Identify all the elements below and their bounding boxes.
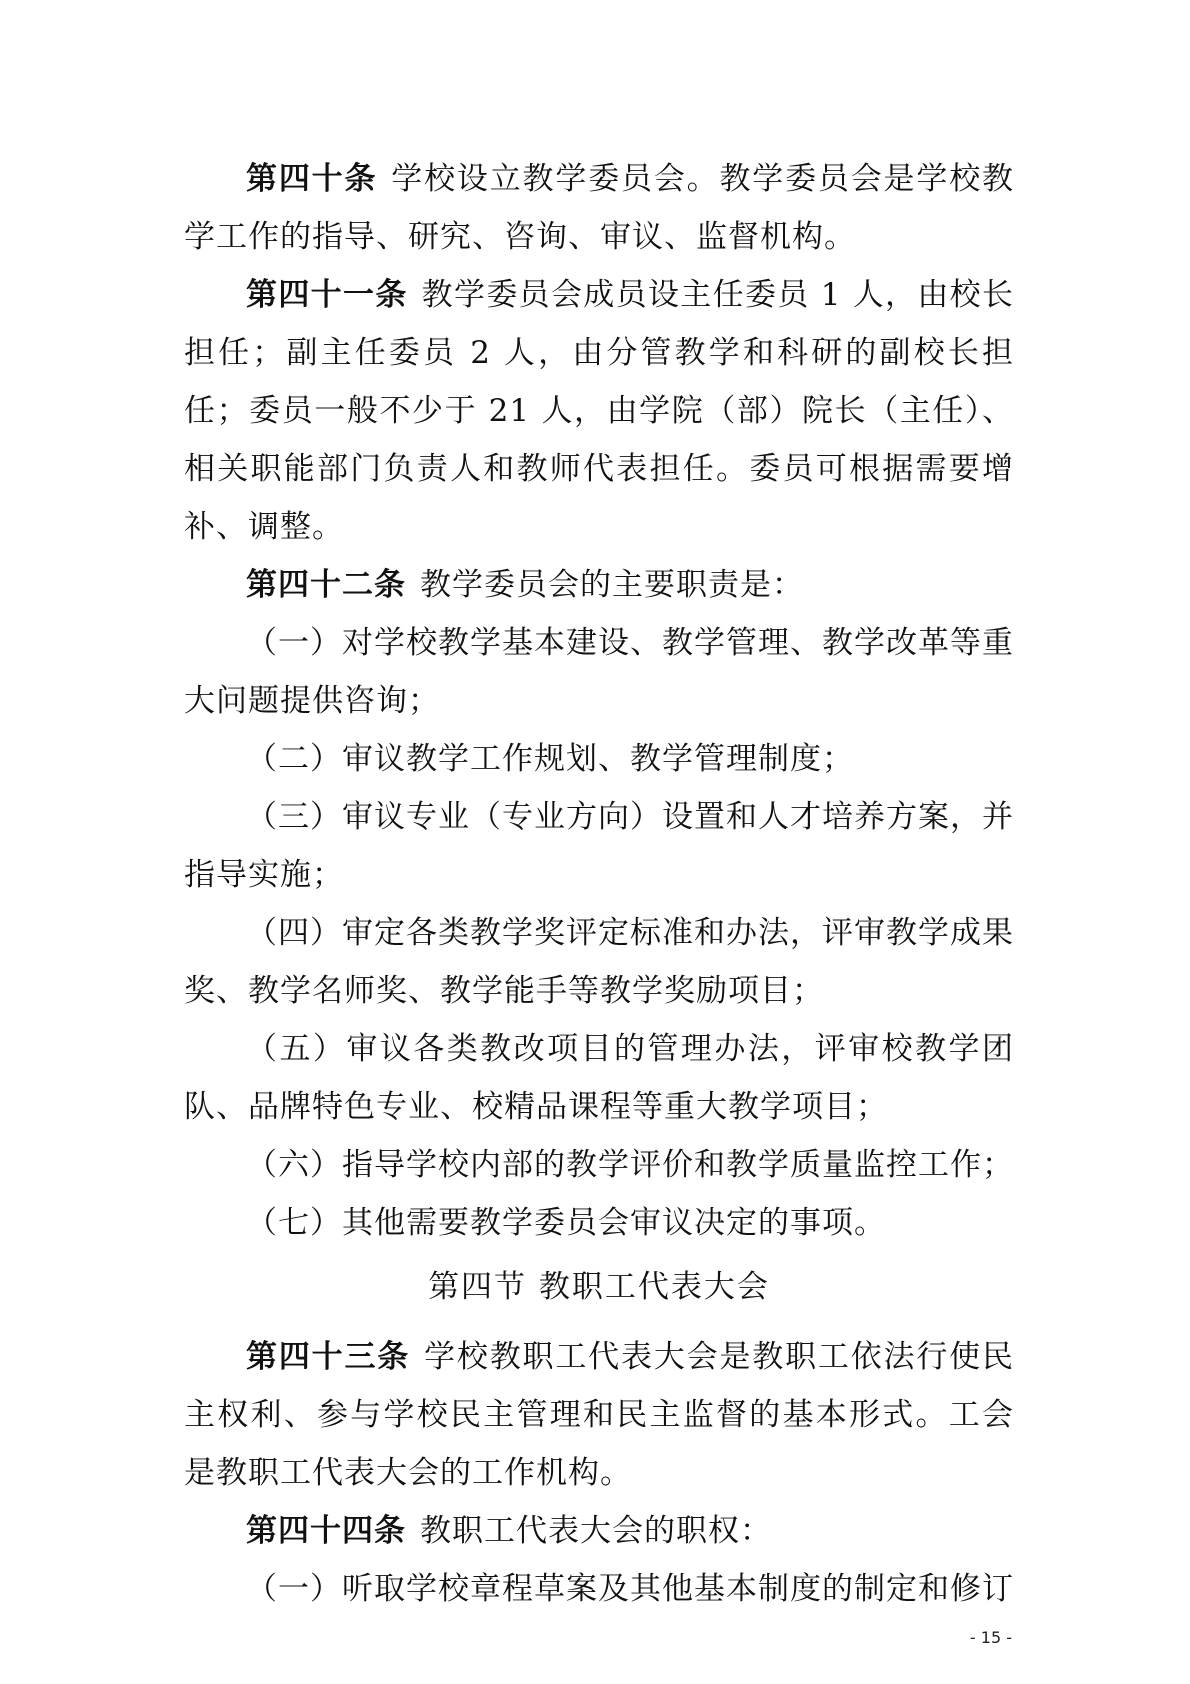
list-item: （三）审议专业（专业方向）设置和人才培养方案，并指导实施； bbox=[184, 799, 1014, 893]
document-page bbox=[184, 150, 1014, 1618]
list-item: （五）审议各类教改项目的管理办法，评审校教学团队、品牌特色专业、校精品课程等重大教学项目； bbox=[184, 1031, 1014, 1125]
article-42 bbox=[184, 556, 1014, 614]
article-label: 第四十一条 bbox=[246, 277, 408, 313]
article-label: 第四十三条 bbox=[246, 1339, 411, 1375]
list-item: （一）听取学校章程草案及其他基本制度的制定和修订 bbox=[246, 1571, 1014, 1607]
article-40 bbox=[184, 150, 1014, 266]
article-label: 第四十四条 bbox=[246, 1513, 406, 1549]
article-label: 第四十二条 bbox=[246, 567, 406, 603]
list-item: （六）指导学校内部的教学评价和教学质量监控工作； bbox=[246, 1147, 1014, 1183]
article-text: 教学委员会成员设主任委员 1 人，由校长担任；副主任委员 2 人，由分管教学和科研的副校长担任；委员一般不少于 21 人，由学院（部）院长（主任）、相关职能部门负责人和教师代表担任。委员可根据需要增补、调整。 bbox=[184, 277, 1015, 545]
list-item: （一）对学校教学基本建设、教学管理、教学改革等重大问题提供咨询； bbox=[184, 625, 1014, 719]
article-44 bbox=[184, 1502, 1014, 1560]
article-text: 教学委员会的主要职责是： bbox=[420, 567, 804, 603]
article-41 bbox=[184, 266, 1014, 556]
list-item: （七）其他需要教学委员会审议决定的事项。 bbox=[246, 1205, 886, 1241]
section-title: 第四节 教职工代表大会 bbox=[428, 1269, 770, 1305]
article-text: 教职工代表大会的职权： bbox=[420, 1513, 772, 1549]
list-item: （二）审议教学工作规划、教学管理制度； bbox=[246, 741, 854, 777]
article-label: 第四十条 bbox=[246, 161, 378, 197]
article-43 bbox=[184, 1328, 1014, 1502]
article-text: 学校设立教学委员会。教学委员会是学校教学工作的指导、研究、咨询、审议、监督机构。 bbox=[184, 161, 1015, 255]
list-item: （四）审定各类教学奖评定标准和办法，评审教学成果奖、教学名师奖、教学能手等教学奖励项目； bbox=[184, 915, 1014, 1009]
article-text: 学校教职工代表大会是教职工依法行使民主权利、参与学校民主管理和民主监督的基本形式。工会是教职工代表大会的工作机构。 bbox=[184, 1339, 1015, 1491]
page-number: - 15 - bbox=[969, 1628, 1012, 1647]
